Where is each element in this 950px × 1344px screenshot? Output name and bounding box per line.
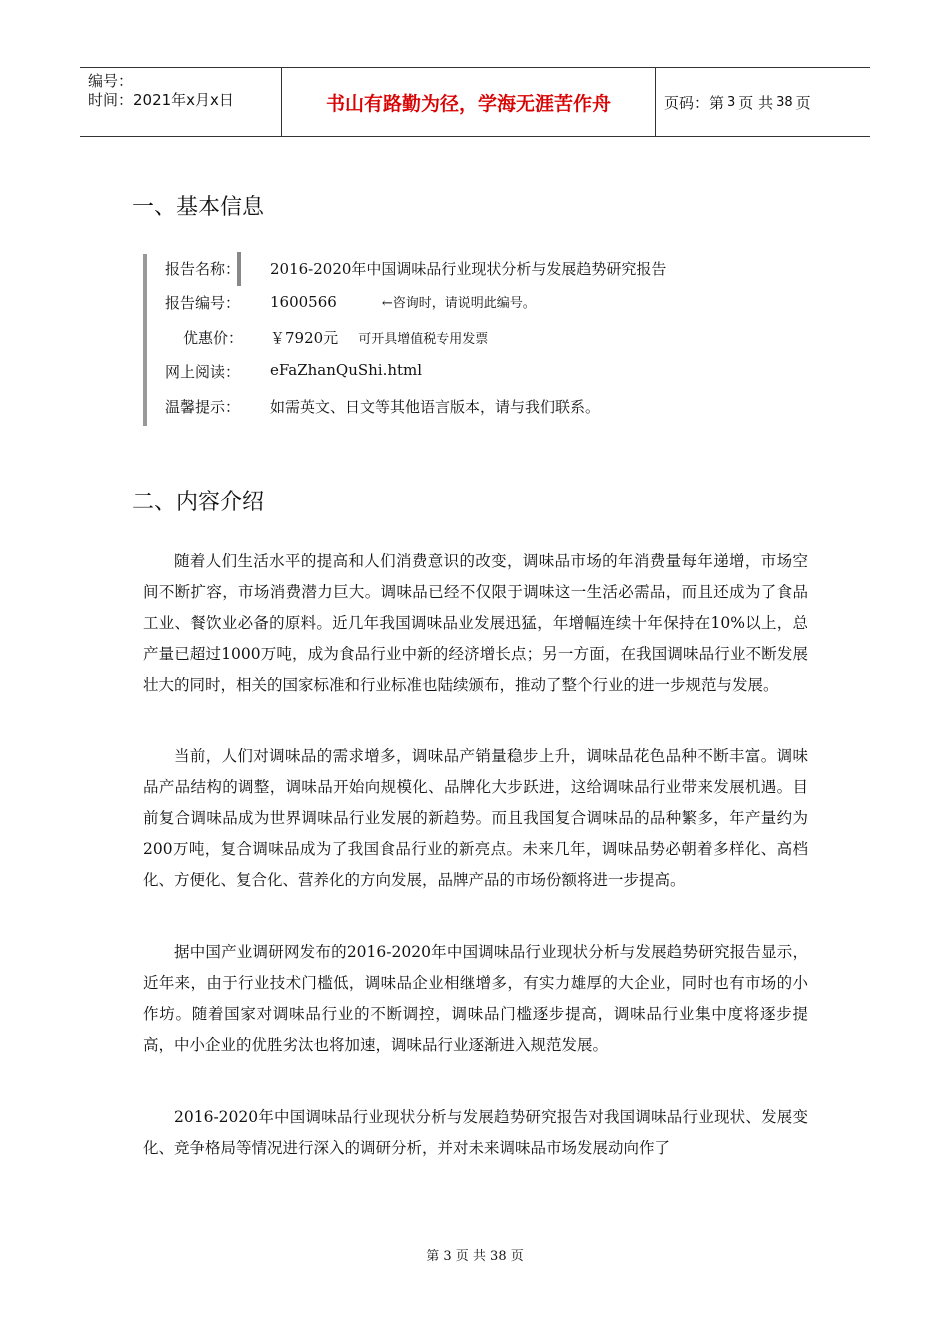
page-footer: 第 3 页 共 38 页 [426, 1249, 524, 1264]
info-note: 可开具增值税专用发票 [358, 332, 489, 347]
info-label: 优惠价： [183, 329, 244, 347]
info-note: ←咨询时，请说明此编号。 [381, 296, 536, 311]
date-label: 时间：2021年x月x日 [88, 91, 234, 109]
info-value: 如需英文、日文等其他语言版本，请与我们联系。 [270, 398, 601, 416]
info-label: 网上阅读： [165, 363, 241, 381]
page-current: 3 [727, 94, 736, 110]
info-label: 报告名称： [165, 260, 241, 278]
info-label: 温馨提示： [165, 398, 241, 416]
info-value: 2016-2020年中国调味品行业现状分析与发展趋势研究报告 [270, 260, 667, 278]
page-total: 38 [776, 94, 793, 110]
basic-info-block [143, 250, 763, 426]
paragraph: 据中国产业调研网发布的2016-2020年中国调味品行业现状分析与发展趋势研究报告显示，近年来，由于行业技术门槛低，调味品企业相继增多，有实力雄厚的大企业，同时也有市场的小作坊。随着国家对调味品行业的不断调控，调味品门槛逐步提高，调味品行业集中度将逐步提高，中小企业的优胜劣汰也将加速，调味品行业逐渐进入规范发展。 [143, 943, 808, 1054]
section-title-content-intro: 二、内容介绍 [132, 490, 265, 515]
info-value: 1600566 [270, 293, 337, 311]
page-suffix: 页 [795, 93, 811, 112]
motto-text: 书山有路勤为径，学海无涯苦作舟 [325, 92, 611, 115]
header-meta-cell [80, 68, 280, 136]
page-prefix: 页码：第 [664, 93, 725, 112]
paragraph: 随着人们生活水平的提高和人们消费意识的改变，调味品市场的年消费量每年递增，市场空间不断扩容，市场消费潜力巨大。调味品已经不仅限于调味这一生活必需品，而且还成为了食品工业、餐饮业必备的原料。近几年我国调味品业发展迅猛，年增幅连续十年保持在10%以上，总产量已超过1000万吨，成为食品行业中新的经济增长点；另一方面，在我国调味品行业不断发展壮大的同时，相关的国家标准和行业标准也陆续颁布，推动了整个行业的进一步规范与发展。 [143, 552, 808, 694]
section-title-basic-info: 一、基本信息 [132, 195, 265, 220]
info-label: 报告编号： [165, 294, 241, 312]
info-value-wrap [270, 292, 536, 311]
page-mid: 页 共 [738, 93, 774, 112]
paragraph: 当前，人们对调味品的需求增多，调味品产销量稳步上升，调味品花色品种不断丰富。调味品产品结构的调整，调味品开始向规模化、品牌化大步跃进，这给调味品行业带来发展机遇。目前复合调味品成为世界调味品行业发展的新趋势。而且我国复合调味品的品种繁多，年产量约为200万吨，复合调味品成为了我国食品行业的新亮点。未来几年，调味品势必朝着多样化、高档化、方便化、复合化、营养化的方向发展，品牌产品的市场份额将进一步提高。 [143, 747, 808, 889]
paragraph: 2016-2020年中国调味品行业现状分析与发展趋势研究报告对我国调味品行业现状、发展变化、竞争格局等情况进行深入的调研分析，并对未来调味品市场发展动向作了 [143, 1108, 808, 1157]
page-header [80, 67, 870, 137]
info-left-bar [143, 254, 147, 426]
doc-number-label: 编号： [88, 72, 134, 90]
info-value: ￥7920元 [270, 329, 339, 347]
header-page-cell [656, 68, 878, 136]
header-motto-cell [281, 68, 656, 136]
online-link[interactable]: eFaZhanQuShi.html [270, 361, 423, 379]
info-value-wrap [270, 327, 488, 348]
